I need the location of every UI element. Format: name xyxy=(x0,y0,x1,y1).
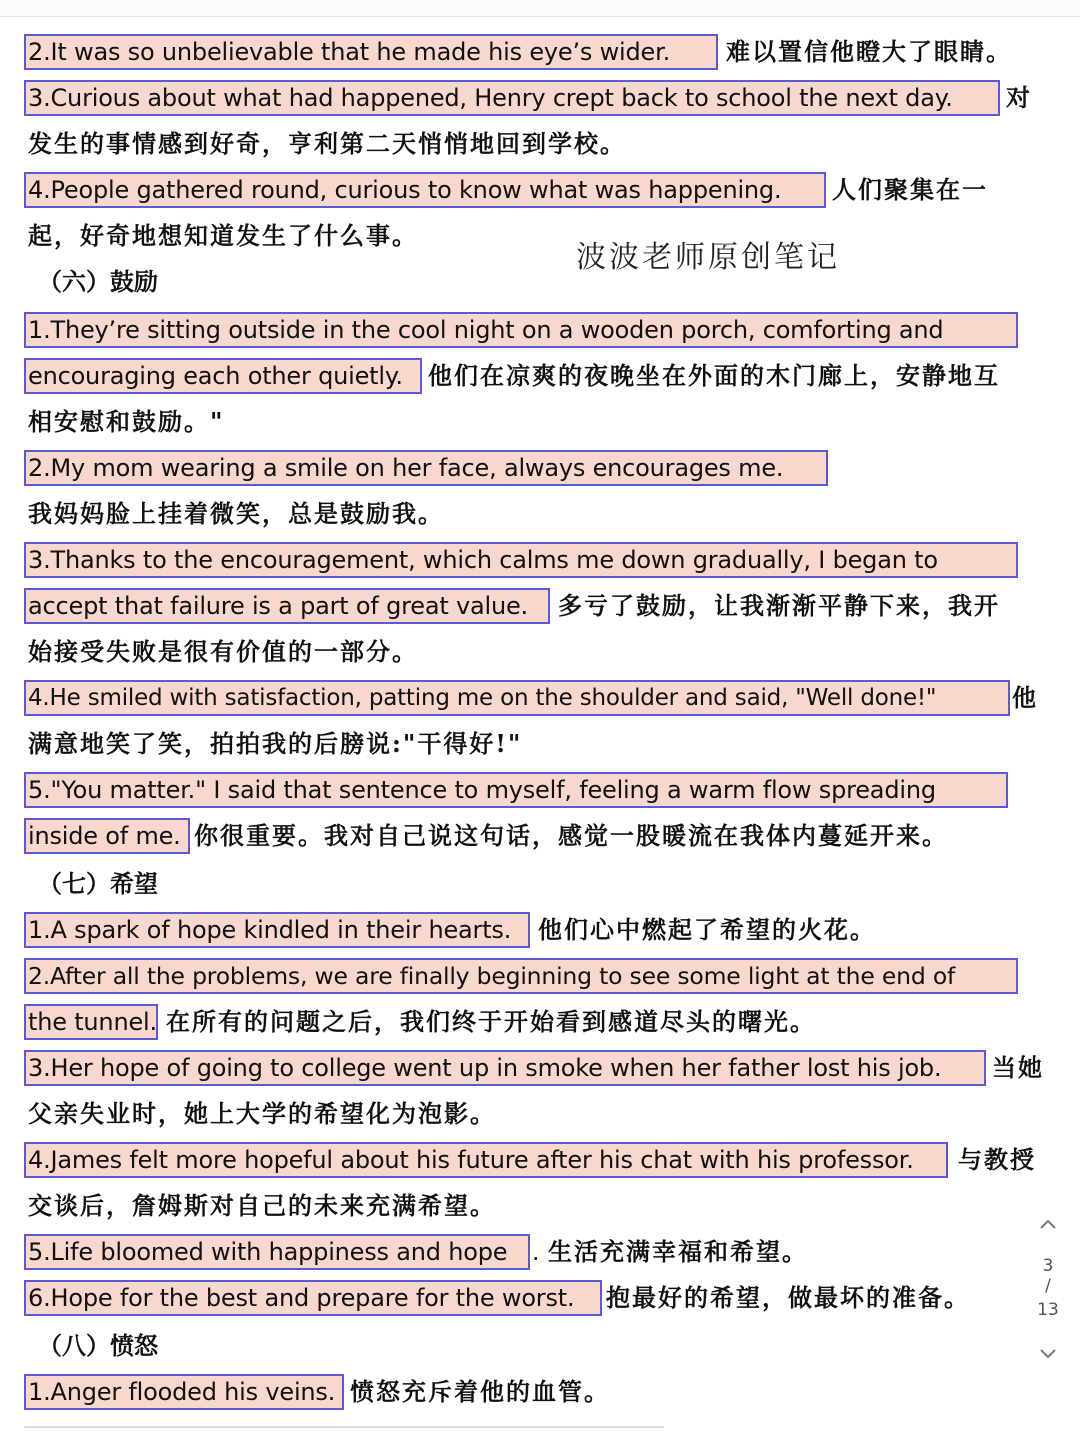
english-sentence: 2.After all the problems, we are finally beginning to see some light at the end of xyxy=(28,962,956,990)
english-sentence: the tunnel. xyxy=(28,1008,157,1036)
chinese-translation: 愤怒充斥着他的血管。 xyxy=(350,1377,610,1406)
english-sentence: 2.My mom wearing a smile on her face, always encourages me. xyxy=(28,454,784,482)
english-sentence: accept that failure is a part of great value. xyxy=(28,592,528,620)
cut-off-line xyxy=(24,1426,664,1434)
chevron-down-icon xyxy=(1039,1348,1057,1360)
chinese-translation: 发生的事情感到好奇，亨利第二天悄悄地回到学校。 xyxy=(28,129,626,158)
chinese-translation: 他们心中燃起了希望的火花。 xyxy=(538,915,876,944)
section-heading: （八）愤怒 xyxy=(38,1331,158,1360)
section-heading: （七）希望 xyxy=(38,869,158,898)
chinese-translation: 父亲失业时，她上大学的希望化为泡影。 xyxy=(28,1099,496,1128)
chinese-translation: 人们聚集在一 xyxy=(832,175,988,204)
total-page-count: 13 xyxy=(1037,1300,1059,1320)
chinese-translation: 他 xyxy=(1012,683,1038,712)
chinese-translation: 抱最好的希望，做最坏的准备。 xyxy=(606,1283,970,1312)
page-separator: / xyxy=(1045,1276,1051,1296)
chinese-translation: 对 xyxy=(1006,83,1032,112)
english-sentence: encouraging each other quietly. xyxy=(28,362,403,390)
english-sentence: 2.It was so unbelievable that he made his eye’s wider. xyxy=(28,38,671,66)
chinese-translation: 与教授 xyxy=(958,1145,1036,1174)
document-page xyxy=(0,16,1080,1440)
chinese-translation: 交谈后，詹姆斯对自己的未来充满希望。 xyxy=(28,1191,496,1220)
chinese-translation: 始接受失败是很有价值的一部分。 xyxy=(28,637,418,666)
chinese-translation: 多亏了鼓励，让我渐渐平静下来，我开 xyxy=(558,591,1000,620)
english-sentence: inside of me. xyxy=(28,822,181,850)
current-page-number: 3 xyxy=(1042,1256,1054,1276)
chevron-up-icon xyxy=(1039,1218,1057,1230)
english-sentence: 4.People gathered round, curious to know what was happening. xyxy=(28,176,782,204)
english-sentence: 3.Thanks to the encouragement, which calms me down gradually, I began to xyxy=(28,546,938,574)
sentence-period: . xyxy=(532,1238,540,1266)
chinese-translation: 生活充满幸福和希望。 xyxy=(548,1237,808,1266)
english-sentence: 1.They’re sitting outside in the cool night on a wooden porch, comforting and xyxy=(28,316,944,344)
chinese-translation: 当她 xyxy=(992,1053,1044,1082)
english-sentence: 5.Life bloomed with happiness and hope xyxy=(28,1238,508,1266)
chinese-translation: 在所有的问题之后，我们终于开始看到感道尽头的曙光。 xyxy=(166,1007,816,1036)
chinese-translation: 相安慰和鼓励。" xyxy=(28,407,225,436)
chinese-translation: 你很重要。我对自己说这句话，感觉一股暖流在我体内蔓延开来。 xyxy=(194,821,948,850)
english-sentence: 6.Hope for the best and prepare for the worst. xyxy=(28,1284,575,1312)
english-sentence: 1.Anger flooded his veins. xyxy=(28,1378,336,1406)
chinese-translation: 满意地笑了笑，拍拍我的后膀说:"干得好!" xyxy=(28,729,523,758)
english-sentence: 4.James felt more hopeful about his future after his chat with his professor. xyxy=(28,1146,914,1174)
chinese-translation: 难以置信他瞪大了眼睛。 xyxy=(726,37,1012,66)
english-sentence: 5."You matter." I said that sentence to myself, feeling a warm flow spreading xyxy=(28,776,936,804)
page-navigator xyxy=(1028,1198,1068,1378)
previous-page-button[interactable] xyxy=(1036,1212,1060,1236)
chinese-translation: 起，好奇地想知道发生了什么事。 xyxy=(28,221,418,250)
watermark-text: 波波老师原创笔记 xyxy=(576,240,840,275)
chinese-translation: 我妈妈脸上挂着微笑，总是鼓励我。 xyxy=(28,499,444,528)
chinese-translation: 他们在凉爽的夜晚坐在外面的木门廊上，安静地互 xyxy=(428,361,1000,390)
top-bar xyxy=(0,0,1080,17)
english-sentence: 3.Her hope of going to college went up in smoke when her father lost his job. xyxy=(28,1054,942,1082)
english-sentence: 4.He smiled with satisfaction, patting me on the shoulder and said, "Well done!" xyxy=(28,685,937,711)
english-sentence: 3.Curious about what had happened, Henry crept back to school the next day. xyxy=(28,84,953,112)
english-sentence: 1.A spark of hope kindled in their hearts. xyxy=(28,916,512,944)
next-page-button[interactable] xyxy=(1036,1342,1060,1366)
section-heading: （六）鼓励 xyxy=(38,267,158,296)
